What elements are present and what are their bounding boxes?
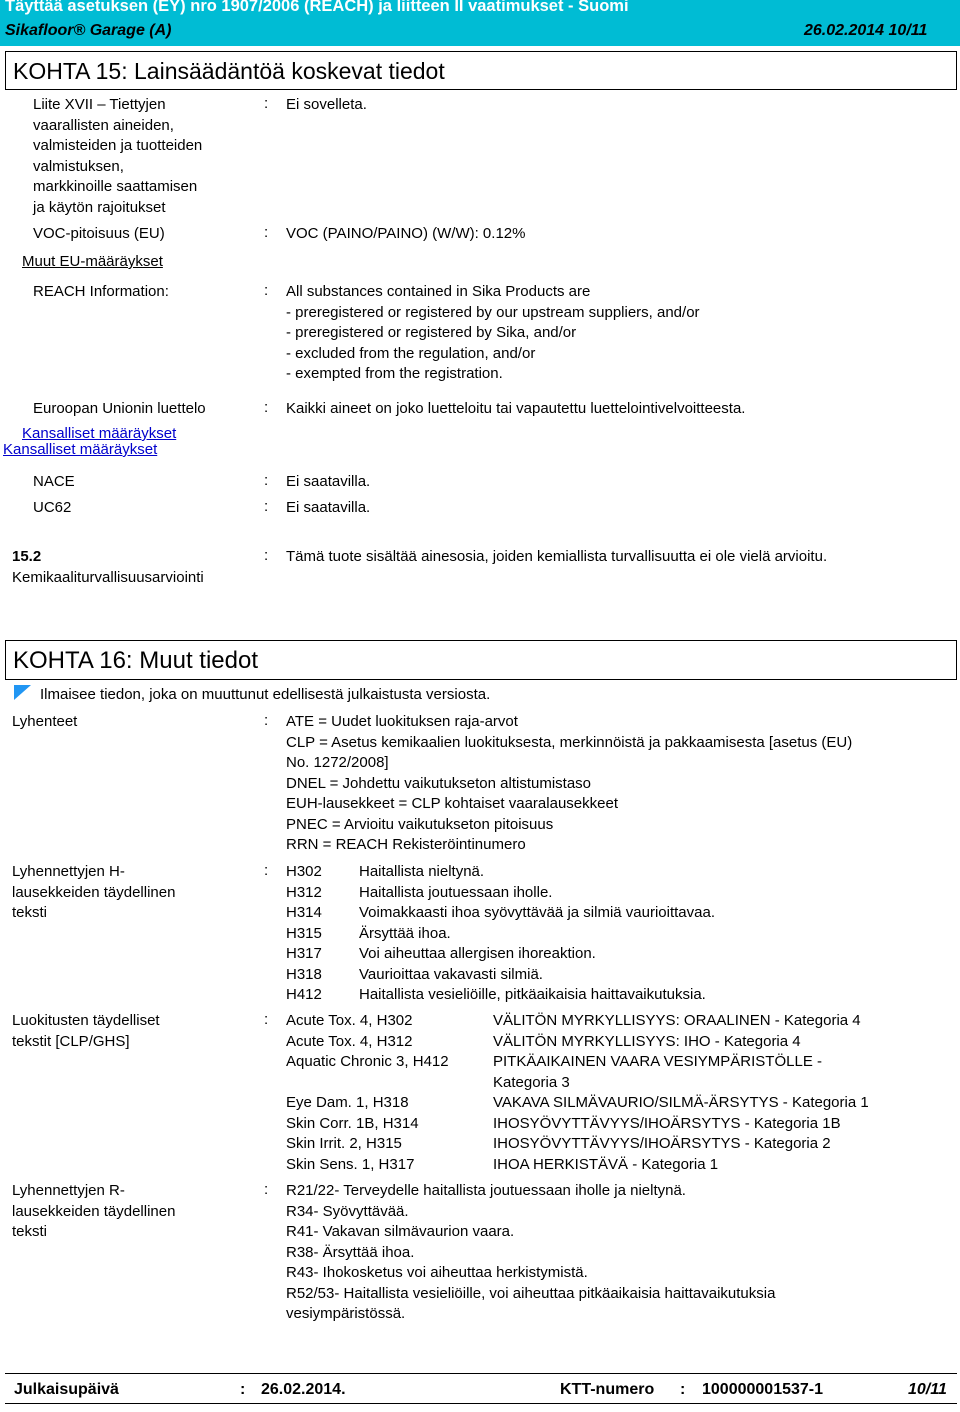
national-regulations-link[interactable]: Kansalliset määräykset — [22, 425, 177, 442]
colon: : — [264, 472, 269, 489]
uc62-value: Ei saatavilla. — [286, 499, 371, 516]
colon: : — [264, 498, 269, 515]
r-phrases-list: R21/22- Terveydelle haitallista joutuessaan iholle ja nieltynä. R34- Syövyttävää. R41- Vakavan silmävaurion vaara. R38- Ärsyttää ihoa. R43- Ihokosketus voi aiheuttaa herkistymistä. R52/53- Haitallista vesieliöille, voi aiheuttaa pitkäaikaisia haittavaikutuksia vesiympäristössä. — [286, 1182, 776, 1322]
h-text: Voi aiheuttaa allergisen ihoreaktion. — [359, 945, 596, 962]
header-date-page: 26.02.2014 10/11 — [804, 22, 928, 39]
nace-label: NACE — [33, 473, 75, 490]
national-regulations-link-2[interactable]: Kansalliset määräykset — [3, 441, 158, 458]
h-text: Ärsyttää ihoa. — [359, 924, 451, 942]
colon: : — [264, 224, 269, 241]
clp-code: Acute Tox. 4, H302 — [286, 1012, 413, 1029]
clp-text: IHOSYÖVYTTÄVYYS/IHOÄRSYTYS - Kategoria 2 — [493, 1135, 831, 1152]
page-number: 10/11 — [908, 1381, 947, 1398]
footer-divider-bottom — [5, 1403, 957, 1404]
r-phrases-label: Lyhennettyjen R- lausekkeiden täydellinen teksti — [12, 1182, 176, 1240]
h-text: Vaurioittaa vakavasti silmiä. — [359, 965, 543, 983]
clp-code: Acute Tox. 4, H312 — [286, 1032, 413, 1050]
colon: : — [680, 1381, 686, 1398]
clp-label: Luokitusten täydelliset tekstit [CLP/GHS] — [12, 1012, 160, 1050]
clp-text: IHOSYÖVYTTÄVYYS/IHOÄRSYTYS - Kategoria 1B — [493, 1114, 841, 1132]
ktt-number-label: KTT-numero — [560, 1381, 655, 1398]
h-text: Haitallista vesieliöille, pitkäaikaisia haittavaikutuksia. — [359, 986, 706, 1003]
uc62-label: UC62 — [33, 499, 72, 516]
clp-code: Aquatic Chronic 3, H412 — [286, 1053, 449, 1070]
clp-code: Eye Dam. 1, H318 — [286, 1094, 409, 1111]
other-eu-regulations-heading: Muut EU-määräykset — [22, 253, 163, 270]
nace-value: Ei saatavilla. — [286, 473, 371, 490]
h-code: H312 — [286, 883, 322, 901]
clp-code: Skin Sens. 1, H317 — [286, 1155, 415, 1173]
eu-inventory-label: Euroopan Unionin luettelo — [33, 400, 206, 417]
abbreviations-label: Lyhenteet — [12, 713, 78, 730]
issue-date-label: Julkaisupäivä — [14, 1381, 119, 1398]
colon: : — [264, 547, 269, 564]
clp-text: IHOA HERKISTÄVÄ - Kategoria 1 — [493, 1155, 719, 1173]
reach-value: All substances contained in Sika Products are - preregistered or registered by our upstream suppliers, and/or - preregistered or registered by Sika, and/or - excluded from the regulation, and/or - exempted from the registration. — [286, 283, 700, 382]
section-15-heading: KOHTA 15: Lainsäädäntöä koskevat tiedot — [5, 51, 957, 90]
product-name: Sikafloor® Garage (A) — [5, 22, 172, 39]
issue-date-value: 26.02.2014. — [261, 1381, 346, 1398]
reach-label: REACH Information: — [33, 283, 169, 300]
voc-value: VOC (PAINO/PAINO) (W/W): 0.12% — [286, 225, 526, 242]
h-code: H317 — [286, 945, 322, 962]
colon: : — [264, 1181, 269, 1198]
h-statements-label: Lyhennettyjen H- lausekkeiden täydellinen teksti — [12, 863, 176, 921]
change-marker-icon — [14, 685, 31, 700]
clp-code: Skin Corr. 1B, H314 — [286, 1114, 419, 1132]
h-text: Haitallista nieltynä. — [359, 863, 485, 880]
colon: : — [264, 399, 269, 416]
colon: : — [240, 1381, 246, 1398]
h-code: H302 — [286, 863, 322, 880]
section-15-2-value: Tämä tuote sisältää ainesosia, joiden kemiallista turvallisuutta ei ole vielä arvioitu. — [286, 548, 828, 565]
annex-xvii-value: Ei sovelleta. — [286, 96, 367, 113]
section-15-2-label: 15.2 Kemikaaliturvallisuusarviointi — [12, 548, 204, 586]
document-title: Täyttää asetuksen (EY) nro 1907/2006 (REACH) ja liitteen II vaatimukset - Suomi — [5, 0, 629, 15]
section-16-heading: KOHTA 16: Muut tiedot — [5, 640, 957, 680]
colon: : — [264, 1011, 269, 1028]
h-text: Voimakkaasti ihoa syövyttävää ja silmiä vaurioittavaa. — [359, 904, 716, 921]
clp-text: VÄLITÖN MYRKYLLISYYS: IHO - Kategoria 4 — [493, 1032, 801, 1050]
colon: : — [264, 282, 269, 299]
clp-code: Skin Irrit. 2, H315 — [286, 1135, 402, 1152]
h-code: H412 — [286, 986, 322, 1003]
h-code: H315 — [286, 924, 322, 942]
h-text: Haitallista joutuessaan iholle. — [359, 883, 553, 901]
colon: : — [264, 95, 269, 112]
eu-inventory-value: Kaikki aineet on joko luetteloitu tai vapautettu luettelointivelvoitteesta. — [286, 400, 746, 417]
clp-text: VAKAVA SILMÄVAURIO/SILMÄ-ÄRSYTYS - Kategoria 1 — [493, 1094, 869, 1111]
annex-xvii-label: Liite XVII – Tiettyjen vaarallisten aineiden, valmisteiden ja tuotteiden valmistuksen, markkinoille saattamisen ja käytön rajoitukset — [33, 96, 203, 216]
colon: : — [264, 862, 269, 879]
h-code: H318 — [286, 965, 322, 983]
voc-label: VOC-pitoisuus (EU) — [33, 225, 165, 242]
clp-text: VÄLITÖN MYRKYLLISYYS: ORAALINEN - Kategoria 4 — [493, 1012, 861, 1029]
colon: : — [264, 712, 269, 729]
h-code: H314 — [286, 904, 322, 921]
clp-text: PITKÄAIKAINEN VAARA VESIYMPÄRISTÖLLE - — [493, 1053, 822, 1070]
footer-divider — [5, 1373, 957, 1374]
ktt-number-value: 100000001537-1 — [702, 1381, 824, 1398]
change-note: Ilmaisee tiedon, joka on muuttunut edellisestä julkaistusta versiosta. — [40, 686, 491, 703]
clp-text-cont: Kategoria 3 — [493, 1073, 570, 1091]
abbreviations-list: ATE = Uudet luokituksen raja-arvot CLP = Asetus kemikaalien luokituksesta, merkinnöistä ja pakkaamisesta [asetus (EU) No. 1272/2008] DNEL = Johdettu vaikutukseton altistumistaso EUH-lausekkeet = CLP kohtaiset vaaralausekkeet PNEC = Arvioitu vaikutukseton pitoisuus RRN = REACH Rekisteröintinumero — [286, 713, 853, 853]
